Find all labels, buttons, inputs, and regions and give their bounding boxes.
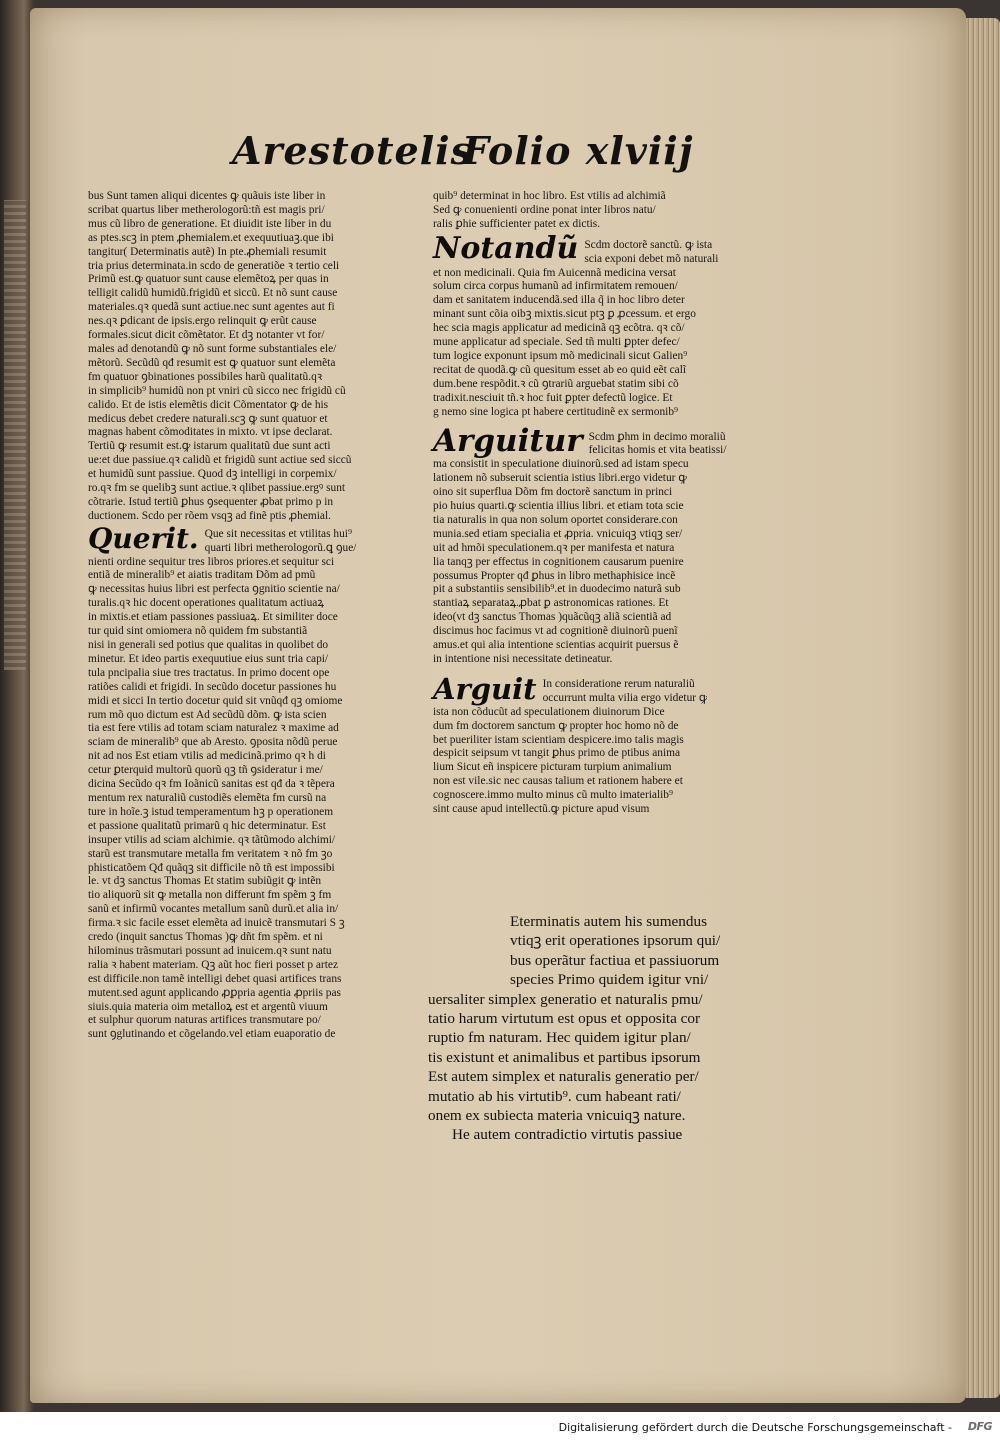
- arguitur-first-line: ma consistit in speculatione diuinorũ.sed ad istam specu: [433, 458, 689, 471]
- right-column: [433, 190, 778, 817]
- right-column-line: Sed ꝙ conuenienti ordine ponat inter libros natu/: [433, 203, 656, 216]
- queritur-lines: [88, 556, 428, 1043]
- arguitur-first-line: tia naturalis in qua non solum oportet considerare.con: [433, 513, 678, 526]
- queritur-line: in mixtis.et etiam passiones passiuaꝝ. Et similiter doce: [88, 611, 338, 624]
- arguitur-first-line: lationem nõ subseruit scientia istius libri.ergo videtur ꝙ: [433, 472, 687, 485]
- arguitur-second-section: [433, 671, 778, 817]
- previous-pages-edge: [0, 0, 34, 1412]
- queritur-line: mentum rex naturaliũ custodiẽs elemẽta fm cursũ na: [88, 791, 327, 804]
- arguitur-first-line: lia tanqꝫ per effectus in cognitionem causarum puenire: [433, 555, 684, 568]
- right-top-lines: [433, 190, 778, 232]
- queritur-line: et passione qualitatũ primarũ q hic determinatur. Est: [88, 819, 326, 832]
- arguitur-second-first-line: In consideratione rerum naturaliũ: [542, 677, 695, 690]
- arguitur-first-section: [433, 422, 778, 667]
- left-column-line: cõtrarie. Istud tertiũ ꝑhus ꝯsequenter ꝓbat primo p in: [88, 495, 334, 508]
- notandum-line: dam et sanitatem inducendã.sed illa q̃ in hoc libro deter: [433, 294, 685, 307]
- queritur-line: le. vt dꝫ sanctus Thomas Et statim subiũgit ꝙ intẽn: [88, 875, 322, 888]
- notandum-first-line: Scdm doctorẽ sanctũ. ꝙ ista: [584, 238, 713, 251]
- aristotle-line: Est autem simplex et naturalis generatio per/: [428, 1068, 699, 1086]
- running-head-title: Arestotelis: [232, 128, 473, 173]
- queritur-line: rum mõ quo dictum est Ad secũdũ dõm. ꝙ ista scien: [88, 708, 327, 721]
- left-column-line: scribat quartus liber metherologorũ:tñ est magis pri/: [88, 203, 325, 216]
- notandum-section: [433, 230, 778, 420]
- notandum-first-lines: [584, 236, 718, 267]
- left-column-line: ue:et due passiue.qꝛ calidũ et frigidũ sunt actiue sed siccũ: [88, 454, 352, 467]
- left-column-line: ro.qꝛ fm se quelibꝫ sunt actiue.ꝛ qlibet passiue.ergꝰ sunt: [88, 482, 346, 495]
- notandum-line: recitat de quodã.ꝙ cũ quesitum esset ab eo quid eẽt calĩ: [433, 363, 687, 376]
- queritur-line: midi et sicci In tertio docetur quid sit vnũqđ qꝫ omiome: [88, 694, 343, 707]
- left-column-line: mus cũ libro de generatione. Et diuidit iste liber in du: [88, 217, 332, 230]
- arguitur-first-first-lines: [589, 428, 727, 459]
- left-column-lines: [88, 190, 428, 524]
- arguitur-first-line: discimus hoc facimus vt ad cognitionẽ diuinorũ puenĩ: [433, 625, 678, 638]
- aristotle-line: vtiqꝫ erit operationes ipsorum qui/: [510, 932, 721, 950]
- queritur-line: starũ est transmutare metalla fm veritatem ꝛ nõ fm ꝫo: [88, 847, 333, 860]
- aristotle-line: mutatio ab his virtutib⁹. cum habeant rati/: [428, 1087, 681, 1105]
- left-column-line: magnas habent cõmoditates in mixto. vt ipse declarat.: [88, 426, 333, 439]
- arguitur-second-initial: Arguit: [433, 671, 537, 706]
- queritur-first-line: Que sit necessitas et vtilitas hui⁹: [204, 527, 352, 540]
- queritur-line: nienti ordine sequitur tres libros priores.et sequitur sci: [88, 555, 335, 568]
- show-through-text: [140, 128, 147, 152]
- left-column-line: ductionem. Scdo per rõem vsqꝫ ad finẽ ptis ꝓhemial.: [88, 509, 331, 522]
- arguitur-second-line: ista non cõducũt ad speculationem diuinorum Dice: [433, 705, 665, 718]
- aristotle-text-block: [428, 912, 778, 1145]
- running-head-folio: Folio xlviij: [462, 128, 694, 173]
- notandum-initial: Notandũ: [433, 230, 579, 266]
- dfg-logo: DFG: [967, 1420, 992, 1433]
- queritur-line: sciam de mineralib⁹ que ab Aresto. ꝯposita nõdũ perue: [88, 736, 338, 749]
- queritur-line: tia est fere vtilis ad totam sciam naturalez ꝛ maxime ad: [88, 722, 339, 735]
- left-column-line: Tertiũ ꝙ resumit est.ꝙ istarum qualitatũ due sunt acti: [88, 440, 331, 453]
- left-column-line: in simplicib⁹ humidũ non pt vniri cũ sicco nec frigidũ cũ: [88, 384, 346, 397]
- queritur-line: nisi in generali sed potius que qualitas in quolibet do: [88, 639, 329, 651]
- left-column-line: telligit calidũ humidũ.frigidũ et siccũ. Et nõ sunt cause: [88, 287, 338, 300]
- notandum-line: tradixit.nesciuit tñ.ꝛ hoc fuit ꝑpter defectũ logice. Et: [433, 391, 673, 404]
- arguitur-first-line: in intentione nisi necessitate detineatur.: [433, 653, 613, 665]
- aristotle-line: tatio harum virtutum est opus et opposita cor: [428, 1010, 701, 1028]
- arguitur-first-line: munia.sed etiam specialia et ꝓpria. vnicuiqꝫ vtiqꝫ ser/: [433, 527, 683, 540]
- left-column-line: fm quatuor ꝯbinationes possibiles harũ qualitatũ.qꝛ: [88, 370, 323, 383]
- right-column-line: quib⁹ determinat in hoc libro. Est vtilis ad alchimiã: [433, 190, 666, 202]
- notandum-line: hec scia magis applicatur ad medicinã qꝫ ecõtra. qꝛ cõ/: [433, 322, 685, 335]
- left-column-line: bus Sunt tamen aliqui dicentes ꝙ quãuis iste liber in: [88, 190, 326, 202]
- queritur-line: minetur. Et ideo partis exequutiue eius sunt tria capi/: [88, 652, 329, 665]
- notandum-first-line: scia exponi debet mõ naturali: [584, 252, 719, 265]
- arguitur-first-line: uit ad hmõi speculationem.qꝛ per manifesta et natura: [433, 541, 675, 554]
- queritur-first-lines: [205, 526, 357, 556]
- left-column-line: materiales.qꝛ quedã sunt actiue.nec sunt agentes aut fi: [88, 301, 335, 314]
- digitization-footer: [0, 1412, 1000, 1443]
- left-column-line: medicus debet credere naturali.scꝫ ꝙ sunt quatuor et: [88, 412, 328, 425]
- offset-text-strip: [4, 200, 26, 670]
- arguitur-first-line: oino sit superflua Dõm fm doctorẽ sanctum in princi: [433, 486, 673, 499]
- notandum-line: solum circa corpus humanũ ad infirmitatem remouen/: [433, 280, 678, 293]
- aristotle-lines: [428, 912, 778, 1145]
- arguitur-second-first-lines: [543, 676, 708, 706]
- notandum-line: et non medicinali. Quia fm Auicennã medicina versat: [433, 266, 676, 279]
- right-column-line: ralis ꝑhie sufficienter patet ex dictis.: [433, 217, 601, 230]
- arguitur-first-line: pio huius quarti.ꝙ scientia illius libri. et etiam tota scie: [433, 500, 684, 513]
- left-column-line: tangitur( Determinatis autẽ) In pte.ꝓhemiali resumit: [88, 245, 327, 258]
- queritur-line: cetur ꝑterquid multorũ quorũ qꝫ tñ ꝯsideratur i me/: [88, 764, 323, 777]
- arguitur-second-line: cognoscere.immo multo minus cũ multo imaterialib⁹: [433, 789, 673, 802]
- left-column-line: as ptes.scꝫ in ptem ꝓhemialem.et exequutiuaꝫ.que ibi: [88, 231, 334, 244]
- funding-notice: Digitalisierung gefördert durch die Deutsche Forschungsgemeinschaft -: [558, 1421, 952, 1434]
- arguitur-first-line: amus.et qui alia intentione scientias acquirit puersus ẽ: [433, 639, 679, 652]
- aristotle-line: uersaliter simplex generatio et naturalis pmu/: [428, 990, 703, 1008]
- queritur-line: siuis.quia materia oim metalloꝝ est et argentũ viuum: [88, 1000, 328, 1013]
- queritur-line: credo (inquit sanctus Thomas )ꝙ dñt fm spẽm. et ni: [88, 931, 323, 944]
- queritur-line: est difficile.non tamẽ intelligi debet quasi artifices trans: [88, 972, 342, 985]
- queritur-first-line: quarti libri metherologorũ.ꝗ ꝯue/: [204, 541, 357, 554]
- aristotle-line: ruptio fm naturam. Hec quidem igitur plan/: [428, 1029, 691, 1047]
- queritur-line: nit ad nos Est etiam vtilis ad medicinã.primo qꝛ h di: [88, 750, 326, 763]
- queritur-section: [88, 521, 428, 1043]
- arguitur-first-first-line: Scdm ꝑhm in decimo moraliũ: [588, 430, 726, 443]
- arguitur-second-head: [433, 671, 778, 706]
- left-column: [88, 190, 428, 1042]
- aristotle-line: onem ex subiecta materia vnicuiqꝫ nature.: [428, 1107, 686, 1125]
- arguitur-first-lines: [433, 458, 778, 667]
- left-column-line: males ad denotandũ ꝙ nõ sunt forme substantiales ele/: [88, 342, 337, 355]
- queritur-line: ralia ꝛ habent materiam. Qꝫ aũt hoc fieri posset p artez: [88, 958, 339, 971]
- queritur-line: tula pncipalia siue tres tractatus. In primo docent ope: [88, 666, 330, 679]
- queritur-head: [88, 521, 428, 556]
- arguitur-first-line: pit a substantiis sensibilib⁹.et in duodecimo naturã sub: [433, 583, 681, 596]
- arguitur-second-first-line: occurrunt multa vilia ergo videtur ꝙ: [542, 691, 708, 704]
- arguitur-second-lines: [433, 706, 778, 817]
- left-column-line: nes.qꝛ ꝑdicant de ipsis.ergo relinquit ꝙ erũt cause: [88, 315, 317, 328]
- left-column-line: mẽtorũ. Secũdũ qđ resumit est ꝙ quatuor sunt elemẽta: [88, 356, 336, 369]
- queritur-line: turalis.qꝛ hic docent operationes qualitatum actiuaꝝ: [88, 597, 324, 610]
- queritur-line: phisticatõem Qđ quãqꝫ sit difficile nõ tñ est impossibi: [88, 861, 335, 874]
- arguitur-second-line: sint cause apud intellectũ.ꝙ picture apud visum: [433, 803, 650, 816]
- queritur-line: ꝙ necessitas huius libri est perfecta ꝯgnitio scientie na/: [88, 583, 340, 596]
- aristotle-line: Eterminatis autem his sumendus: [510, 913, 707, 930]
- notandum-line: mune applicatur ad speciale. Sed tñ multi ꝑpter defec/: [433, 336, 680, 349]
- queritur-line: insuper vtilis ad sciam alchimie. qꝛ tãtũmodo alchimi/: [88, 833, 336, 846]
- fore-edge: [966, 18, 1000, 1398]
- notandum-line: g nemo sine logica pt habere certitudinẽ ex sermonib⁹: [433, 405, 678, 418]
- queritur-line: ture in hoĩe.ꝫ istud temperamentum hꝫ p operationem: [88, 805, 334, 818]
- queritur-line: ratiões calidi et frigidi. In secũdo docetur passiones hu: [88, 680, 337, 693]
- left-column-line: calido. Et de istis elemẽtis dicit Cõmentator ꝙ de his: [88, 398, 329, 411]
- notandum-line: minant sunt cõia oibꝫ mixtis.sicut ptꝫ ꝑ ꝓcessum. et ergo: [433, 308, 696, 321]
- arguitur-first-line: stantiaꝝ separataꝝ.ꝓbat ꝑ astronomicas rationes. Et: [433, 597, 669, 610]
- arguitur-first-line: possumus Propter qđ ꝑhus in libro methaphisice incẽ: [433, 569, 676, 582]
- arguitur-first-line: ideo(vt dꝫ sanctus Thomas )quãcũqꝫ aliã scientiã ad: [433, 611, 672, 624]
- arguitur-first-head: [433, 422, 778, 459]
- aristotle-line: bus operãtur factiua et passiuorum: [510, 951, 720, 969]
- notandum-lines: [433, 267, 778, 420]
- queritur-line: firma.ꝛ sic facile esset elemẽta ad inuicẽ transmutari S ꝫ: [88, 917, 345, 930]
- arguitur-second-line: bet pueriliter istam scientiam despicere.imo talis magis: [433, 733, 684, 746]
- queritur-line: et sulphur quorum naturas artifices transmutare po/: [88, 1014, 321, 1027]
- queritur-line: tur quid sint omiomera nõ quidem fm substantiã: [88, 625, 308, 638]
- notandum-line: tum logice exponunt ipsum mõ medicinali sicut Galien⁹: [433, 349, 688, 362]
- left-column-line: tria prius determinata.in scdo de generatiõe ꝛ tertio celi: [88, 259, 340, 272]
- aristotle-line: He autem contradictio virtutis passiue: [452, 1126, 683, 1144]
- arguitur-second-line: lium Sicut eñ inspicere picturam turpium animalium: [433, 761, 672, 774]
- arguitur-first-initial: Arguitur: [433, 422, 583, 459]
- queritur-line: tio aliquorũ sit ꝙ metalla non differunt fm spẽm ꝫ fm: [88, 889, 332, 902]
- arguitur-first-first-line: felicitas homis et vita beatissi/: [588, 444, 727, 457]
- arguitur-second-line: non est vile.sic nec causas talium et rationem habere et: [433, 775, 683, 788]
- queritur-line: entiã de mineralib⁹ et aiatis traditam Dõm ad pmũ: [88, 569, 316, 582]
- aristotle-line: tis existunt et animalibus et partibus ipsorum: [428, 1048, 701, 1066]
- queritur-line: dicina Secũdo qꝛ fm Ioãnicũ sanitas est qđ da ꝛ tẽpera: [88, 778, 335, 791]
- queritur-line: hilominus trãsmutari possunt ad inuicem.qꝛ sunt natu: [88, 944, 332, 957]
- queritur-line: sunt ꝯglutinando et cõgelando.vel etiam euaporatio de: [88, 1028, 336, 1041]
- notandum-head: [433, 230, 778, 267]
- queritur-line: sanũ et infirmũ vocantes metallum sanũ durũ.et alia in/: [88, 903, 339, 916]
- aristotle-line: species Primo quidem igitur vni/: [510, 971, 709, 989]
- arguitur-second-line: dum fm doctorem sanctum ꝙ propter hoc homo nõ de: [433, 719, 679, 732]
- queritur-initial: Querit.: [88, 521, 199, 555]
- left-column-line: et humidũ sunt passiue. Quod dꝫ intelligi in corpemix/: [88, 468, 337, 481]
- left-column-line: Primũ est.ꝙ quatuor sunt cause elemẽtoꝝ per quas in: [88, 273, 329, 286]
- arguitur-second-line: despicit seipsum vt tangit ꝑhus primo de ptibus anima: [433, 747, 681, 760]
- left-column-line: formales.sicut dicit cõmẽtator. Et dꝫ notanter vt for/: [88, 329, 325, 342]
- notandum-line: dum.bene respõdit.ꝛ cũ ꝯtrariũ arguebat statim sibi cõ: [433, 377, 679, 390]
- queritur-line: mutent.sed agunt applicando ꝓꝑpria agentia ꝓpriis pas: [88, 986, 341, 999]
